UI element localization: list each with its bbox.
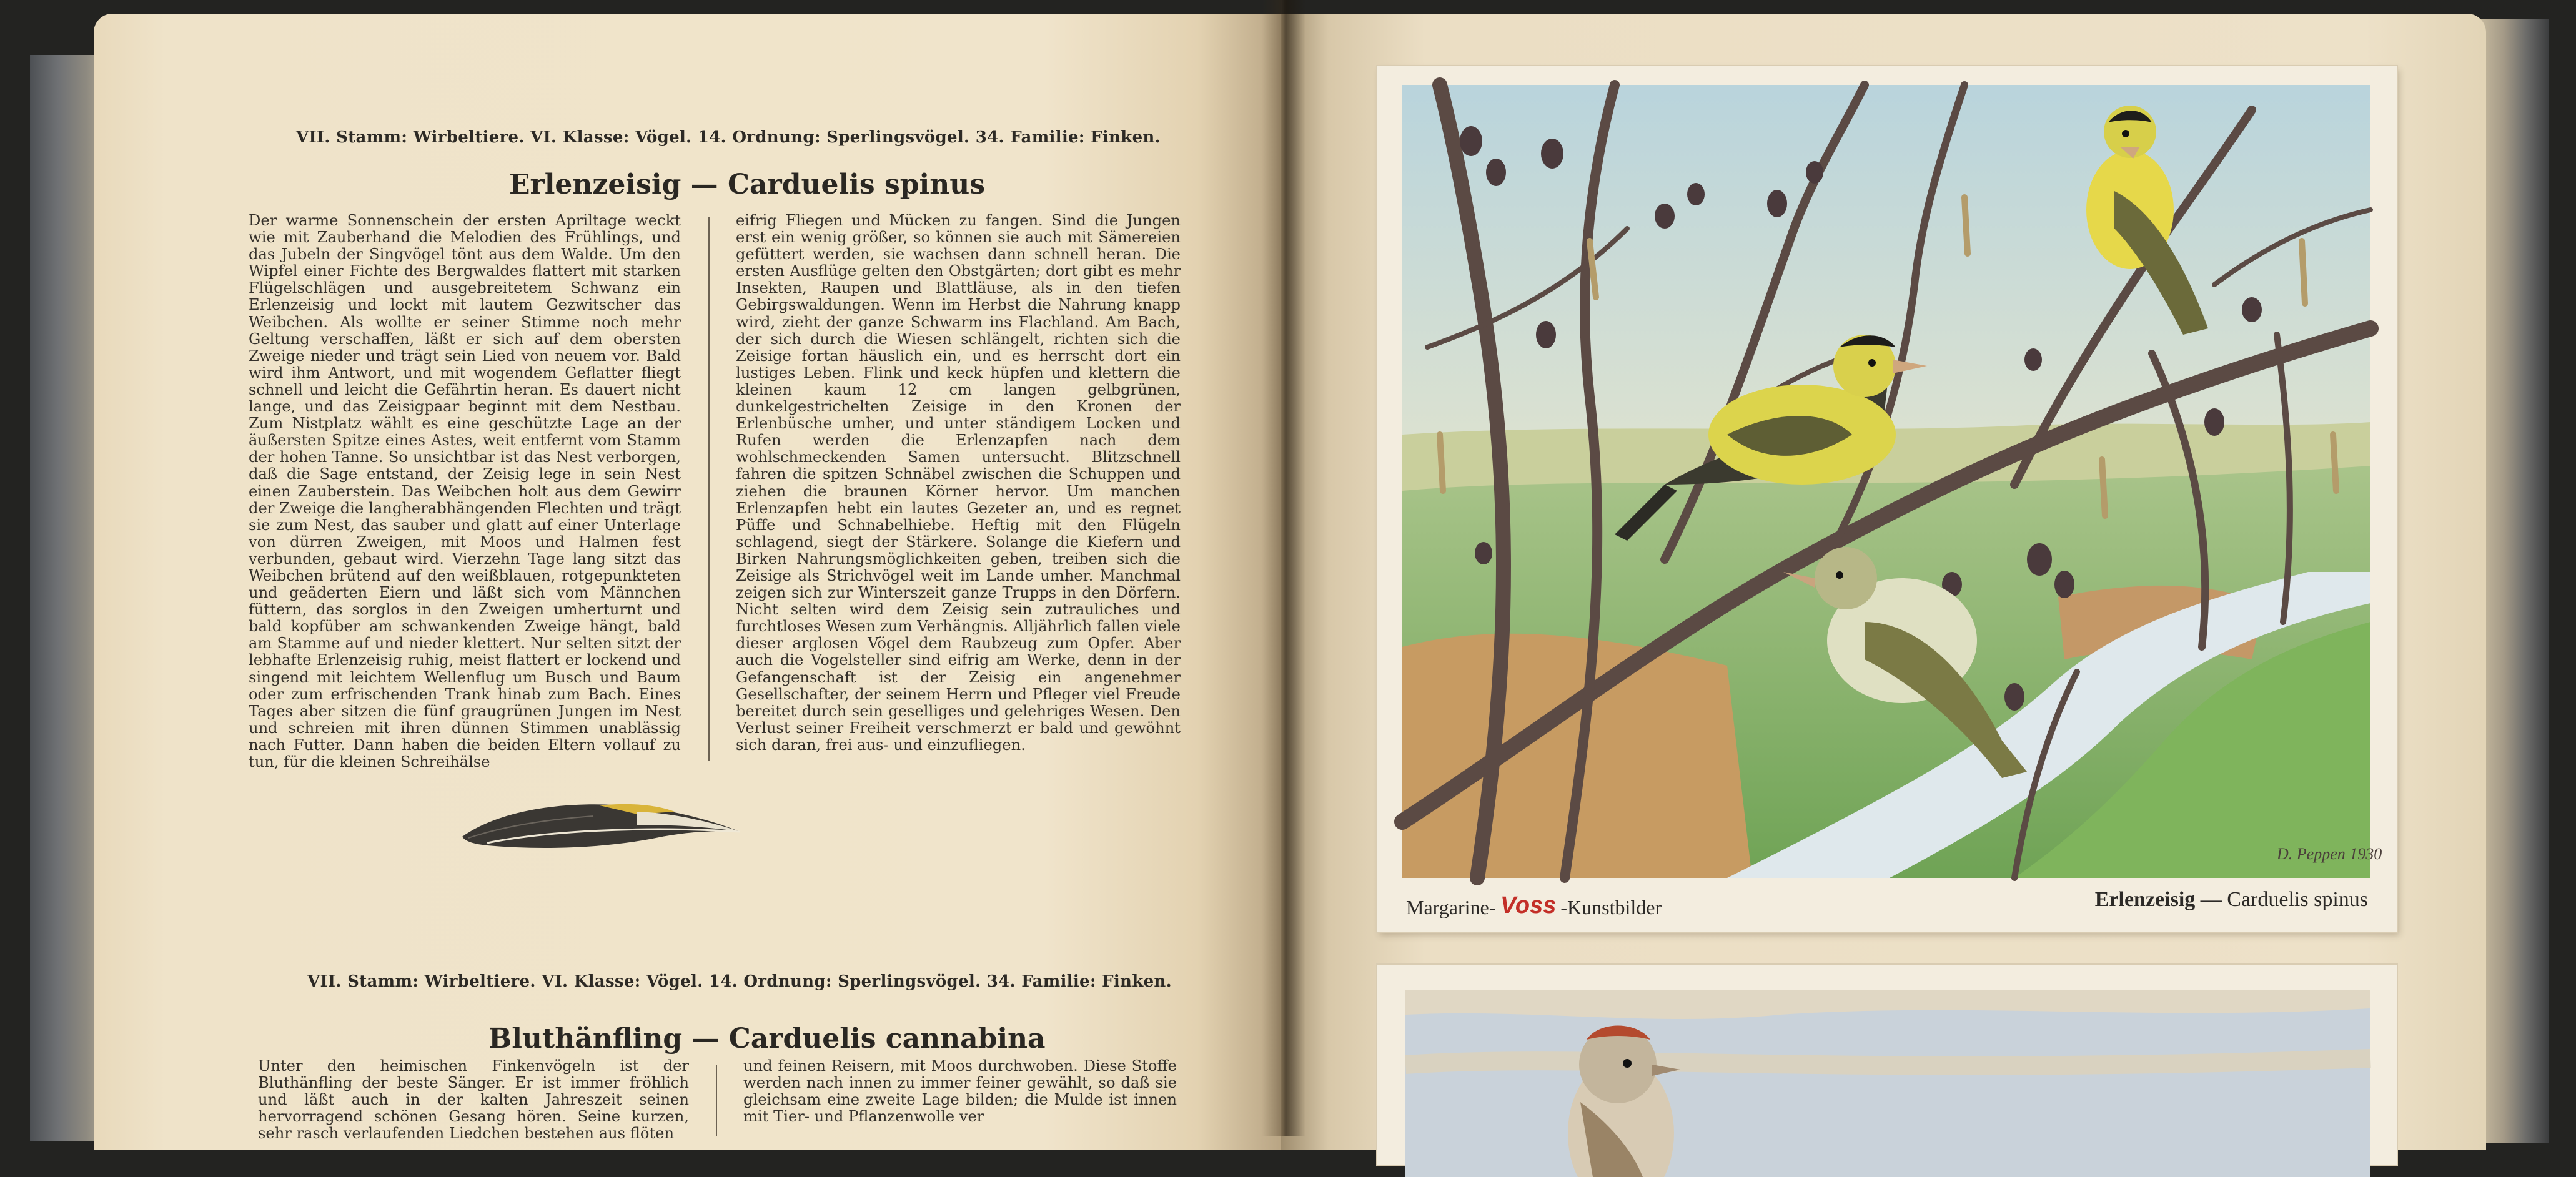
article1-title: Erlenzeisig — Carduelis spinus xyxy=(509,169,985,200)
collector-card-bluthaenfling xyxy=(1377,965,2397,1165)
article2-column-left: Unter den heimischen Finkenvögeln ist der Bluthänfling der beste Sänger. Er ist immer fröhlich und läßt auch in der kalten Jahreszeit seinen hervorragend schönen Gesang hören. Seine kurzen, sehr rasch verlaufenden Liedchen bestehen aus flöten xyxy=(258,1057,689,1143)
article2-title: Bluthänfling — Carduelis cannabina xyxy=(488,1023,1046,1055)
article1-header: VII. Stamm: Wirbeltiere. VI. Klasse: Vögel. 14. Ordnung: Sperlingsvögel. 34. Familie: Finken. xyxy=(296,128,1161,147)
caption-latin-name: Carduelis spinus xyxy=(2227,888,2368,911)
collector-card-erlenzeisig xyxy=(1377,66,2397,932)
voss-logo xyxy=(1499,890,1557,918)
book-gutter xyxy=(1262,0,1305,1136)
caption-common-name: Erlenzeisig xyxy=(2094,888,2196,911)
column-divider xyxy=(708,217,710,761)
feather-illustration xyxy=(450,788,743,857)
brand-suffix: -Kunstbilder xyxy=(1560,896,1662,918)
bluthaenfling-painting xyxy=(1405,990,2370,1177)
erlenzeisig-painting xyxy=(1402,85,2382,878)
card-brand-line xyxy=(1406,890,1662,919)
article2-header: VII. Stamm: Wirbeltiere. VI. Klasse: Vögel. 14. Ordnung: Sperlingsvögel. 34. Familie: Finken. xyxy=(307,972,1172,991)
article1-column-left: Der warme Sonnenschein der ersten Apriltage weckt wie mit Zauberhand die Melodien des Frühlings, und das Jubeln der Singvögel tönt aus dem Walde. Um den Wipfel einer Fichte des Bergwaldes flattert mit starken Flügelschlägen und ausgebreitetem Schwanz ein Erlenzeisig und lockt mit lautem Gezwitscher das Weibchen. Als wollte er seiner Stimme noch mehr Geltung verschaffen, läßt er sich auf dem obersten Zweige nieder und trägt sein Lied von neuem vor. Bald wird ihm Antwort, und mit wogendem Geflatter fliegt schnell und leicht die Gefährtin heran. Es dauert nicht lange, und das Zeisigpaar beginnt mit dem Nestbau. Zum Nistplatz wählt es eine geschützte Lage an der äußersten Spitze eines Astes, weit entfernt vom Stamm der hohen Tanne. So unsichtbar ist das Nest verborgen, daß die Sage entstand, der Zeisig lege in sein Nest einen Zauberstein. Das Weibchen holt aus dem Gewirr der Zweige die langherabhängenden Flechten und trägt sie zum Nest, das sauber und glatt auf einer Unterlage von dürren Zweigen, mit Moos und Halmen fest verbunden, gebaut wird. Vierzehn Tage lang sitzt das Weibchen brütend auf den weißblauen, rotgepunkteten und geäderten Eiern und läßt sich vom Männchen füttern, das sorglos in den Zweigen umherturnt und bald kopfüber am schwankenden Zweige hängt, bald am Stamme auf und nieder klettert. Nur selten sitzt der lebhafte Erlenzeisig ruhig, meist flattert er lockend und singend mit leichtem Wellenflug um Busch und Baum oder zum erfrischenden Trank hinab zum Bach. Eines Tages aber sitzen die fünf graugrünen Jungen im Nest und schreien mit ihren dünnen Stimmen unablässig nach Futter. Dann haben die beiden Eltern vollauf zu tun, für die kleinen Schreihälse xyxy=(249,212,681,771)
article1-column-right: eifrig Fliegen und Mücken zu fangen. Sind die Jungen erst ein wenig größer, so können sie auch mit Sämereien gefüttert werden, sie wachsen dann schnell heran. Die ersten Ausflüge gelten den Obstgärten; dort gibt es mehr Insekten, Raupen und Blattläuse, als in den tiefen Gebirgswaldungen. Wenn im Herbst die Nahrung knapp wird, zieht der ganze Schwarm ins Flachland. Am Bach, der sich durch die Wiesen schlängelt, richten sich die Zeisige fortan häuslich ein, und es herrscht dort ein lustiges Leben. Flink und keck hüpfen und klettern die kleinen kaum 12 cm langen gelbgrünen, dunkelgestrichelten Zeisige in den Kronen der Erlenbüsche umher, und unter ständigem Locken und Rufen werden die Erlenzapfen nach dem wohlschmeckenden Samen untersucht. Blitzschnell fahren die spitzen Schnäbel zwischen die Schuppen und ziehen die braunen Körner hervor. Um manchen Erlenzapfen hebt ein lautes Gezeter an, und es regnet Püffe und Schnabelhiebe. Heftig mit den Flügeln schlagend, siegt der Stärkere. Solange die Kiefern und Birken Nahrungsmöglichkeiten geben, treiben sich die Zeisige als Strichvögel weit im Lande umher. Manchmal zeigen sich zur Winterszeit ganze Trupps in den Dörfern. Nicht selten wird dem Zeisig sein zutrauliches und furchtloses Wesen zum Verhängnis. Alljährlich fallen viele dieser arglosen Vögel dem Raubzeug zum Opfer. Aber auch die Vogelsteller sind eifrig am Werke, denn in der Gefangenschaft ist der Zeisig ein angenehmer Gesellschafter, der seinem Herrn und Pfleger viel Freude bereitet durch sein geselliges und gelehriges Wesen. Den Verlust seiner Freiheit verschmerzt er bald und gewöhnt sich daran, frei aus- und einzufliegen. xyxy=(736,212,1181,754)
brand-prefix: Margarine- xyxy=(1406,896,1496,918)
column-divider-2 xyxy=(716,1065,717,1136)
svg-text:Voss: Voss xyxy=(1500,892,1557,918)
card-caption xyxy=(2095,888,2368,912)
article2-column-right: und feinen Reisern, mit Moos durchwoben. Diese Stoffe werden nach innen zu immer feiner gewählt, so daß sie gleichsam eine zweite Lage bilden; die Mulde ist innen mit Tier- und Pflanzenwolle ver xyxy=(743,1057,1177,1126)
painting-signature: D. Peppen 1930 xyxy=(2277,845,2382,863)
caption-separator: — xyxy=(2195,888,2227,911)
